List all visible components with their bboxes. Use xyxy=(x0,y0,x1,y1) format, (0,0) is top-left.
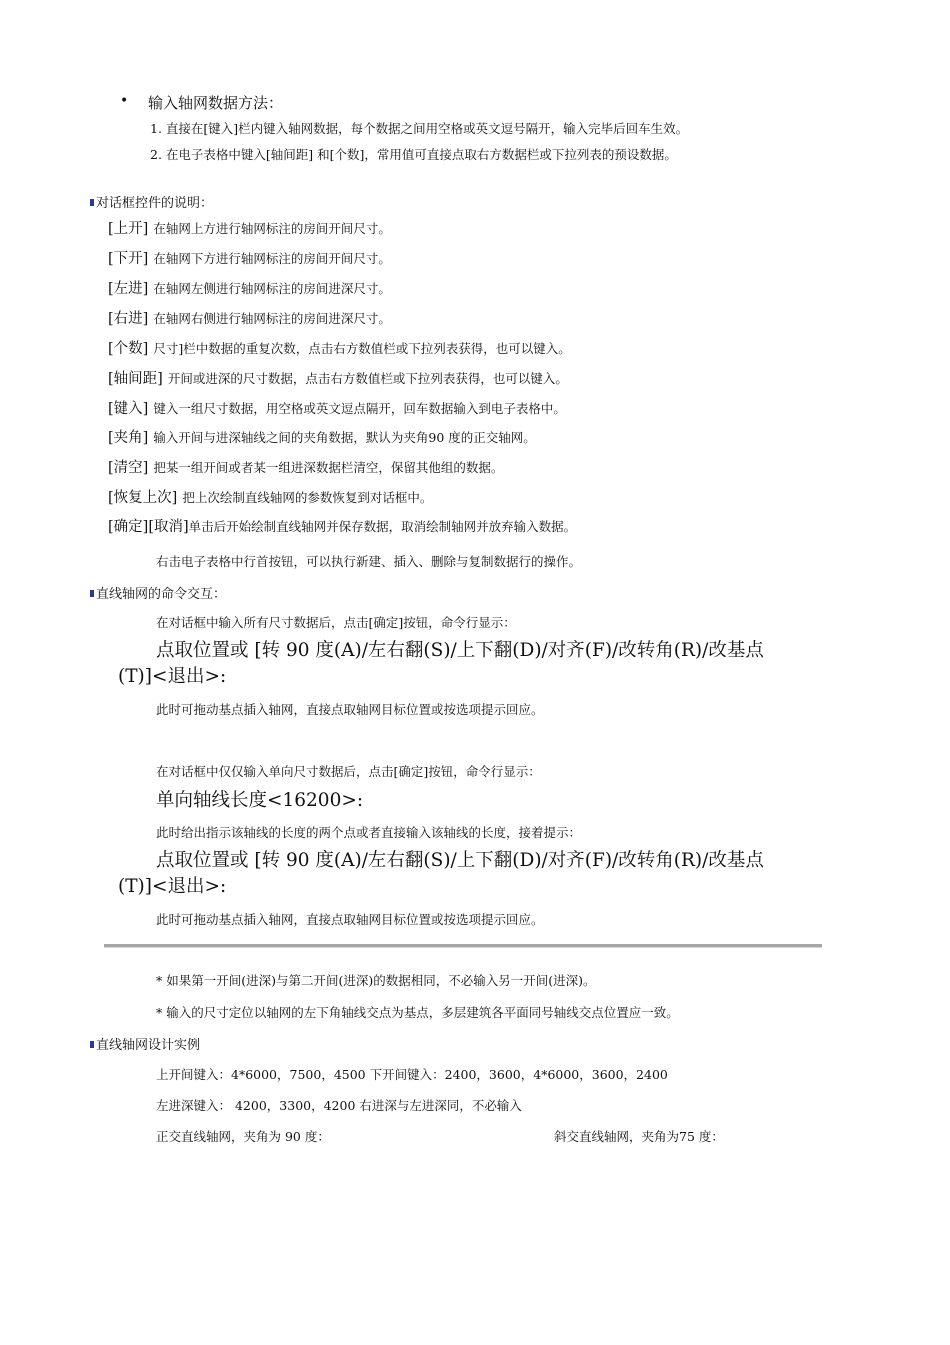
method-title: 输入轴网数据方法： xyxy=(148,94,284,112)
example-caption-oblique: 斜交直线轴网，夹角为75 度： xyxy=(554,1129,724,1144)
control-item: [夹角] 输入开间与进深轴线之间的夹角数据，默认为夹角90 度的正交轴网。 xyxy=(108,430,536,446)
command-intro-1: 在对话框中输入所有尺寸数据后，点击[确定]按钮，命令行显示： xyxy=(156,615,516,630)
section-marker-icon xyxy=(90,199,94,206)
control-item: [个数] 尺寸]栏中数据的重复次数，点击右方数值栏或下拉列表获得，也可以键入。 xyxy=(108,341,571,357)
bullet-icon: • xyxy=(120,93,129,109)
example-line-2: 左进深键入： 4200，3300，4200 右进深与左进深同，不必输入 xyxy=(156,1098,522,1113)
control-item: [恢复上次] 把上次绘制直线轴网的参数恢复到对话框中。 xyxy=(108,490,433,506)
controls-note: 右击电子表格中行首按钮，可以执行新建、插入、删除与复制数据行的操作。 xyxy=(156,554,582,569)
command-prompt-1-line-1: 点取位置或 [转 90 度(A)/左右翻(S)/上下翻(D)/对齐(F)/改转角(R)/改基点 xyxy=(156,640,764,661)
section-divider xyxy=(104,944,822,948)
control-item: [键入] 键入一组尺寸数据，用空格或英文逗点隔开，回车数据输入到电子表格中。 xyxy=(108,401,566,417)
note-1: * 如果第一开间(进深)与第二开间(进深)的数据相同，不必输入另一开间(进深)。 xyxy=(156,973,596,988)
command-prompt-1-line-2: (T)]<退出>: xyxy=(118,666,227,687)
control-item: [右进] 在轴网右侧进行轴网标注的房间进深尺寸。 xyxy=(108,311,391,327)
example-title: 直线轴网设计实例 xyxy=(96,1038,201,1053)
control-item: [清空] 把某一组开间或者某一组进深数据栏清空，保留其他组的数据。 xyxy=(108,460,504,476)
control-item: [左进] 在轴网左侧进行轴网标注的房间进深尺寸。 xyxy=(108,281,391,297)
command-after-3: 此时可拖动基点插入轴网，直接点取轴网目标位置或按选项提示回应。 xyxy=(156,912,544,927)
example-caption-orthogonal: 正交直线轴网，夹角为 90 度： xyxy=(156,1129,330,1144)
section-marker-icon xyxy=(90,1041,94,1048)
controls-title: 对话框控件的说明： xyxy=(96,196,214,211)
command-prompt-3-line-1: 点取位置或 [转 90 度(A)/左右翻(S)/上下翻(D)/对齐(F)/改转角(R)/改基点 xyxy=(156,850,764,871)
method-step-1: 1. 直接在[键入]栏内键入轴网数据，每个数据之间用空格或英文逗号隔开，输入完毕后回车生效。 xyxy=(150,121,689,136)
command-after-1: 此时可拖动基点插入轴网，直接点取轴网目标位置或按选项提示回应。 xyxy=(156,702,544,717)
command-prompt-2: 单向轴线长度<16200>: xyxy=(156,790,364,811)
controls-section-heading xyxy=(90,192,213,211)
section-marker-icon xyxy=(90,590,94,597)
command-intro-2: 在对话框中仅仅输入单向尺寸数据后，点击[确定]按钮，命令行显示： xyxy=(156,764,541,779)
command-title: 直线轴网的命令交互： xyxy=(96,587,227,602)
control-item: [下开] 在轴网下方进行轴网标注的房间开间尺寸。 xyxy=(108,251,391,267)
control-item: [确定][取消]单击后开始绘制直线轴网并保存数据，取消绘制轴网并放弃输入数据。 xyxy=(108,519,577,535)
control-item: [上开] 在轴网上方进行轴网标注的房间开间尺寸。 xyxy=(108,221,391,237)
note-2: * 输入的尺寸定位以轴网的左下角轴线交点为基点，多层建筑各平面同号轴线交点位置应一致。 xyxy=(156,1005,679,1020)
control-item: [轴间距] 开间或进深的尺寸数据，点击右方数值栏或下拉列表获得，也可以键入。 xyxy=(108,371,568,387)
method-step-2: 2. 在电子表格中键入[轴间距] 和[个数]，常用值可直接点取右方数据栏或下拉列表的预设数据。 xyxy=(150,147,677,162)
command-prompt-3-line-2: (T)]<退出>: xyxy=(118,876,227,897)
command-after-2: 此时给出指示该轴线的长度的两个点或者直接输入该轴线的长度，接着提示： xyxy=(156,825,582,840)
command-section-heading xyxy=(90,583,226,602)
example-line-1: 上开间键入：4*6000，7500，4500 下开间键入：2400，3600，4*6000，3600，2400 xyxy=(156,1067,668,1082)
example-section-heading xyxy=(90,1034,200,1053)
